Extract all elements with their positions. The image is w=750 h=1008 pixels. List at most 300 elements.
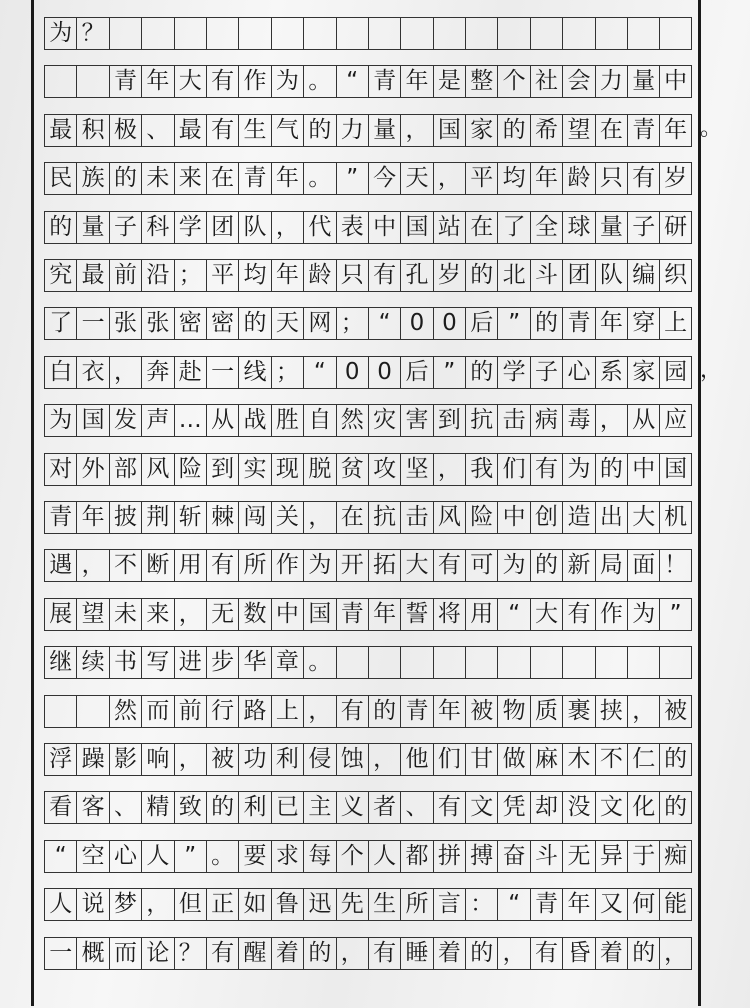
grid-cell: 有 [433,791,465,824]
grid-cell: 在 [595,114,627,147]
grid-cell: 化 [627,791,659,824]
grid-cell: 木 [562,743,594,776]
grid-cell: 青 [368,65,400,98]
grid-cell: 风 [433,501,465,534]
grid-cell: 每 [303,840,335,873]
grid-cell: 为 [44,404,76,437]
grid-cell: 园 [659,356,691,389]
grid-cell: 年 [271,259,303,292]
grid-cell: 大 [400,549,432,582]
grid-cell: 来 [174,162,206,195]
grid-row [44,791,692,824]
grid-cell: ； [336,307,368,340]
grid-cell: 生 [238,114,270,147]
grid-cell: 影 [109,743,141,776]
grid-cell: 最 [76,259,108,292]
grid-cell: 击 [497,404,529,437]
grid-cell: 险 [174,453,206,486]
grid-cell: 子 [530,356,562,389]
grid-row [44,937,692,970]
grid-cell: 大 [627,501,659,534]
grid-cell: 密 [206,307,238,340]
grid-cell: 搏 [465,840,497,873]
grid-cell: 天 [400,162,432,195]
grid-cell: 全 [530,211,562,244]
grid-cell: 文 [465,791,497,824]
margin-punctuation: 。 [700,115,723,141]
grid-cell: 0 [433,307,465,340]
grid-cell: 的 [465,356,497,389]
grid-cell: 队 [238,211,270,244]
grid-cell: 造 [562,501,594,534]
grid-cell: 作 [595,598,627,631]
grid-cell: 誓 [400,598,432,631]
grid-cell: 攻 [368,453,400,486]
grid-cell: 对 [44,453,76,486]
grid-cell: 毒 [562,404,594,437]
grid-cell: 为 [562,453,594,486]
grid-cell: 挟 [595,695,627,728]
grid-cell: 可 [465,549,497,582]
grid-cell: 空 [76,840,108,873]
grid-cell: 躁 [76,743,108,776]
grid-cell [465,646,497,679]
grid-cell: 但 [174,888,206,921]
grid-cell [497,646,529,679]
grid-cell [497,17,529,50]
grid-cell: 的 [44,211,76,244]
grid-cell: 、 [141,114,173,147]
grid-cell: 我 [465,453,497,486]
grid-cell: 了 [497,211,529,244]
grid-cell: 只 [595,162,627,195]
grid-cell: 年 [595,307,627,340]
grid-cell: 断 [141,549,173,582]
grid-cell: 0 [368,356,400,389]
grid-row [44,65,692,98]
grid-cell: 密 [174,307,206,340]
grid-cell: 个 [336,840,368,873]
grid-row [44,211,692,244]
grid-cell [368,17,400,50]
grid-cell: 国 [76,404,108,437]
grid-cell: ” [433,356,465,389]
grid-row [44,114,692,147]
grid-cell: 灾 [368,404,400,437]
grid-cell: 的 [465,937,497,970]
grid-cell: ， [368,743,400,776]
grid-cell: 数 [238,598,270,631]
grid-cell: 年 [368,598,400,631]
grid-cell: 心 [109,840,141,873]
grid-cell: 着 [433,937,465,970]
grid-cell: 仁 [627,743,659,776]
grid-cell: ” [336,162,368,195]
grid-cell: 作 [238,65,270,98]
grid-cell: 甘 [465,743,497,776]
grid-cell: 赴 [174,356,206,389]
grid-cell [433,17,465,50]
grid-cell: 做 [497,743,529,776]
grid-cell: ， [595,404,627,437]
grid-cell: 青 [44,501,76,534]
grid-cell: 生 [368,888,400,921]
grid-cell: ” [659,598,691,631]
grid-cell: 风 [141,453,173,486]
grid-cell: 中 [627,453,659,486]
grid-cell: ， [174,743,206,776]
grid-cell: 麻 [530,743,562,776]
grid-cell: 而 [141,695,173,728]
grid-cell: 中 [368,211,400,244]
grid-cell: 的 [368,695,400,728]
grid-cell: “ [336,65,368,98]
grid-cell: 要 [238,840,270,873]
grid-cell [336,17,368,50]
grid-cell: 贫 [336,453,368,486]
grid-cell: 迅 [303,888,335,921]
grid-cell: 概 [76,937,108,970]
grid-cell: 平 [206,259,238,292]
grid-cell: 棘 [206,501,238,534]
grid-cell: 年 [659,114,691,147]
grid-cell [109,17,141,50]
grid-cell: 能 [659,888,691,921]
grid-cell: 质 [530,695,562,728]
grid-cell: 然 [336,404,368,437]
grid-cell: 今 [368,162,400,195]
grid-cell: 。 [206,840,238,873]
grid-cell: 斗 [530,840,562,873]
grid-cell: 而 [109,937,141,970]
grid-cell: 在 [206,162,238,195]
grid-cell: 如 [238,888,270,921]
grid-cell: 龄 [562,162,594,195]
grid-cell: 为 [271,65,303,98]
grid-row [44,307,692,340]
grid-cell: 现 [271,453,303,486]
grid-cell: ， [433,453,465,486]
grid-cell: 求 [271,840,303,873]
grid-cell: 关 [271,501,303,534]
grid-cell: 有 [530,937,562,970]
grid-cell: 均 [238,259,270,292]
grid-cell: 部 [109,453,141,486]
grid-cell: 有 [206,549,238,582]
grid-cell: 系 [595,356,627,389]
grid-cell: 国 [400,211,432,244]
grid-cell: 的 [109,162,141,195]
grid-cell: 遇 [44,549,76,582]
grid-cell: 所 [238,549,270,582]
grid-cell: “ [44,840,76,873]
grid-cell: 致 [174,791,206,824]
grid-cell: ， [109,356,141,389]
grid-cell: 面 [627,549,659,582]
grid-cell [400,646,432,679]
grid-cell: 家 [627,356,659,389]
grid-cell: 极 [109,114,141,147]
grid-cell: 行 [206,695,238,728]
grid-cell: ？ [76,17,108,50]
grid-cell: ， [336,937,368,970]
grid-cell: 拓 [368,549,400,582]
grid-cell: ？ [174,937,206,970]
grid-cell: 积 [76,114,108,147]
grid-cell: 实 [238,453,270,486]
grid-cell: 科 [141,211,173,244]
grid-cell: 青 [400,695,432,728]
grid-cell: 中 [659,65,691,98]
grid-cell: 裹 [562,695,594,728]
grid-cell: 所 [400,888,432,921]
grid-cell: 来 [141,598,173,631]
grid-cell: 孔 [400,259,432,292]
grid-cell: 击 [400,501,432,534]
grid-cell: 从 [627,404,659,437]
grid-cell: 声 [141,404,173,437]
grid-cell: ， [76,549,108,582]
grid-cell: 步 [206,646,238,679]
grid-cell: 人 [141,840,173,873]
grid-cell: 为 [497,549,529,582]
grid-cell: … [174,404,206,437]
grid-row [44,743,692,776]
grid-cell: 继 [44,646,76,679]
grid-cell: 人 [44,888,76,921]
grid-cell: 国 [303,598,335,631]
grid-cell: 主 [303,791,335,824]
grid-cell: “ [368,307,400,340]
grid-cell: 民 [44,162,76,195]
grid-cell: 一 [206,356,238,389]
grid-cell: 个 [497,65,529,98]
grid-cell: 物 [497,695,529,728]
grid-cell: 家 [465,114,497,147]
grid-cell: 青 [336,598,368,631]
grid-cell: 未 [141,162,173,195]
grid-cell: 。 [303,65,335,98]
grid-cell: 展 [44,598,76,631]
grid-cell: 会 [562,65,594,98]
grid-cell [44,65,76,98]
grid-cell: 大 [174,65,206,98]
grid-cell: 文 [595,791,627,824]
grid-cell [400,17,432,50]
grid-cell: 年 [76,501,108,534]
grid-cell: 发 [109,404,141,437]
grid-cell [659,17,691,50]
grid-cell: 续 [76,646,108,679]
grid-cell: 到 [433,404,465,437]
grid-cell: 团 [206,211,238,244]
grid-cell: 然 [109,695,141,728]
grid-cell: 抗 [368,501,400,534]
grid-cell: 们 [497,453,529,486]
grid-row [44,404,692,437]
grid-cell [174,17,206,50]
grid-cell: 机 [659,501,691,534]
grid-cell: 中 [497,501,529,534]
grid-cell: 沿 [141,259,173,292]
grid-cell: ： [465,888,497,921]
grid-cell: 着 [595,937,627,970]
grid-cell: 张 [141,307,173,340]
grid-cell: 有 [336,695,368,728]
grid-cell: 青 [238,162,270,195]
grid-row [44,501,692,534]
grid-cell: ， [659,937,691,970]
grid-cell: ， [433,162,465,195]
grid-cell: 抗 [465,404,497,437]
grid-cell: 了 [44,307,76,340]
grid-cell: 气 [271,114,303,147]
grid-cell: 一 [44,937,76,970]
grid-cell: 说 [76,888,108,921]
grid-row [44,162,692,195]
grid-cell: 睡 [400,937,432,970]
grid-cell: 龄 [303,259,335,292]
grid-cell: 作 [271,549,303,582]
grid-cell: 究 [44,259,76,292]
grid-cell [303,17,335,50]
grid-cell [595,646,627,679]
grid-cell [76,65,108,98]
grid-cell: 被 [206,743,238,776]
grid-row [44,259,692,292]
grid-cell: 应 [659,404,691,437]
grid-cell: 整 [465,65,497,98]
grid-row [44,888,692,921]
grid-cell: 有 [530,453,562,486]
grid-cell: 天 [271,307,303,340]
grid-cell: ， [174,598,206,631]
grid-cell: 0 [400,307,432,340]
grid-cell [44,695,76,728]
grid-cell: 却 [530,791,562,824]
grid-cell: 在 [336,501,368,534]
grid-cell [76,695,108,728]
grid-cell: 路 [238,695,270,728]
grid-cell: 编 [627,259,659,292]
grid-cell: 人 [368,840,400,873]
grid-cell: 最 [174,114,206,147]
grid-cell: 创 [530,501,562,534]
grid-cell: 利 [271,743,303,776]
grid-cell: 浮 [44,743,76,776]
grid-cell: 言 [433,888,465,921]
grid-cell [530,646,562,679]
grid-cell [530,17,562,50]
grid-cell: 有 [433,549,465,582]
grid-cell: 们 [433,743,465,776]
grid-row [44,356,692,389]
grid-cell: 。 [303,162,335,195]
grid-cell: 客 [76,791,108,824]
grid-cell [562,17,594,50]
grid-cell: 衣 [76,356,108,389]
grid-cell: 国 [433,114,465,147]
grid-cell: 的 [530,307,562,340]
grid-cell: 量 [76,211,108,244]
grid-cell: 年 [562,888,594,921]
grid-cell: 进 [174,646,206,679]
grid-cell: 将 [433,598,465,631]
grid-cell: 章 [271,646,303,679]
grid-cell: “ [303,356,335,389]
grid-cell: 昏 [562,937,594,970]
grid-cell: 论 [141,937,173,970]
grid-cell [141,17,173,50]
grid-cell: 险 [465,501,497,534]
grid-cell: 岁 [659,162,691,195]
grid-cell: 有 [206,114,238,147]
grid-cell: 的 [206,791,238,824]
grid-cell: 出 [595,501,627,534]
grid-row [44,695,692,728]
grid-cell: 只 [336,259,368,292]
grid-cell [562,646,594,679]
grid-cell: 子 [627,211,659,244]
grid-cell: 望 [562,114,594,147]
grid-cell: 是 [433,65,465,98]
grid-cell: 何 [627,888,659,921]
grid-cell: 心 [562,356,594,389]
grid-cell: 披 [109,501,141,534]
grid-cell: 为 [627,598,659,631]
grid-cell: 义 [336,791,368,824]
grid-row [44,840,692,873]
grid-cell: ； [271,356,303,389]
grid-cell: 北 [497,259,529,292]
grid-cell: 无 [562,840,594,873]
grid-cell: 社 [530,65,562,98]
grid-cell: ！ [659,549,691,582]
grid-cell: 华 [238,646,270,679]
grid-cell: 被 [659,695,691,728]
grid-cell: 站 [433,211,465,244]
grid-row [44,453,692,486]
grid-cell: ； [174,259,206,292]
grid-cell: ， [271,211,303,244]
grid-cell: 局 [595,549,627,582]
grid-cell: 中 [271,598,303,631]
grid-cell: 望 [76,598,108,631]
grid-cell: 量 [595,211,627,244]
grid-cell: 有 [562,598,594,631]
grid-cell: 学 [174,211,206,244]
grid-cell: 年 [271,162,303,195]
grid-cell: 最 [44,114,76,147]
grid-cell: 量 [368,114,400,147]
grid-cell: 凭 [497,791,529,824]
grid-cell: 白 [44,356,76,389]
grid-cell: 醒 [238,937,270,970]
grid-cell: 子 [109,211,141,244]
grid-cell: 从 [206,404,238,437]
grid-cell: 侵 [303,743,335,776]
grid-cell: 的 [497,114,529,147]
grid-cell: ， [303,501,335,534]
grid-cell: 异 [595,840,627,873]
grid-cell: 大 [530,598,562,631]
grid-cell: 已 [271,791,303,824]
grid-cell: 又 [595,888,627,921]
grid-cell: ， [497,937,529,970]
grid-cell: 。 [303,646,335,679]
grid-cell [627,17,659,50]
grid-cell: 线 [238,356,270,389]
